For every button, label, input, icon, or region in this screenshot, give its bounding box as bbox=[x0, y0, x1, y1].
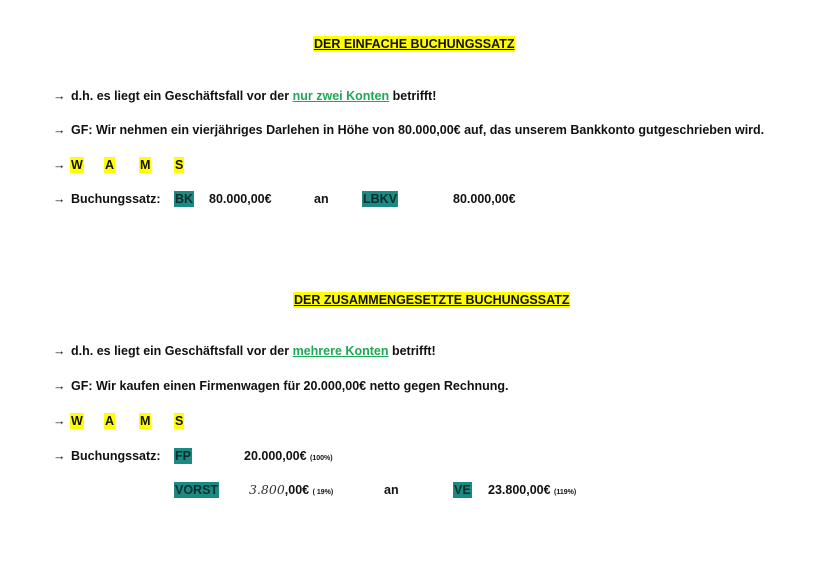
handwritten-amount: 3.800 bbox=[249, 482, 285, 497]
section1-gf: GF: Wir nehmen ein vierjähriges Darlehen in Höhe von 80.000,00€ auf, das unserem Bankkonto gutgeschrieben wird. bbox=[71, 123, 765, 137]
credit-amount: 80.000,00€ bbox=[453, 192, 516, 206]
amount-rest: ,00€ bbox=[284, 483, 310, 497]
wams-w: W bbox=[71, 158, 83, 172]
debit-account: BK bbox=[175, 192, 194, 206]
buchungssatz-label: Buchungssatz: bbox=[71, 449, 161, 463]
amount: 23.800,00€ bbox=[488, 483, 551, 497]
percent: (119%) bbox=[554, 489, 577, 496]
arrow-icon: → bbox=[53, 344, 66, 358]
wams-m: M bbox=[140, 414, 151, 428]
arrow-icon: → bbox=[53, 192, 66, 206]
debit-amount: 80.000,00€ bbox=[209, 192, 272, 206]
arrow-icon: → bbox=[53, 158, 66, 172]
credit-amount bbox=[488, 482, 576, 501]
debit2-amount bbox=[249, 482, 333, 501]
definition-link: nur zwei Konten bbox=[292, 89, 390, 103]
an-text: an bbox=[314, 192, 329, 206]
section2-definition bbox=[71, 343, 436, 359]
amount: 20.000,00€ bbox=[244, 449, 307, 463]
credit-account: VE bbox=[454, 483, 471, 497]
percent: (100%) bbox=[310, 455, 333, 462]
an-text: an bbox=[384, 483, 399, 497]
wams-s: S bbox=[175, 158, 184, 172]
definition-text-end: betrifft! bbox=[388, 344, 436, 358]
debit1-amount bbox=[244, 448, 333, 467]
wams-a: A bbox=[105, 414, 115, 428]
wams-a: A bbox=[105, 158, 115, 172]
section2-title: DER ZUSAMMENGESETZTE BUCHUNGSSATZ bbox=[294, 293, 570, 307]
section2-gf: GF: Wir kaufen einen Firmenwagen für 20.000,00€ netto gegen Rechnung. bbox=[71, 379, 509, 393]
definition-text: d.h. es liegt ein Geschäftsfall vor der bbox=[71, 89, 293, 103]
debit1-account: FP bbox=[175, 449, 191, 463]
wams-m: M bbox=[140, 158, 151, 172]
arrow-icon: → bbox=[53, 89, 66, 103]
section1-title: DER EINFACHE BUCHUNGSSATZ bbox=[314, 37, 515, 51]
arrow-icon: → bbox=[53, 449, 66, 463]
credit-account: LBKV bbox=[363, 192, 398, 206]
arrow-icon: → bbox=[53, 414, 66, 428]
percent: ( 19%) bbox=[312, 489, 334, 496]
debit2-account: VORST bbox=[175, 483, 219, 497]
buchungssatz-label: Buchungssatz: bbox=[71, 192, 161, 206]
wams-w: W bbox=[71, 414, 83, 428]
definition-text: d.h. es liegt ein Geschäftsfall vor der bbox=[71, 344, 293, 358]
definition-text-end: betrifft! bbox=[389, 89, 437, 103]
section1-definition bbox=[71, 88, 436, 104]
definition-link: mehrere Konten bbox=[292, 344, 389, 358]
arrow-icon: → bbox=[53, 123, 66, 137]
arrow-icon: → bbox=[53, 379, 66, 393]
wams-s: S bbox=[175, 414, 184, 428]
